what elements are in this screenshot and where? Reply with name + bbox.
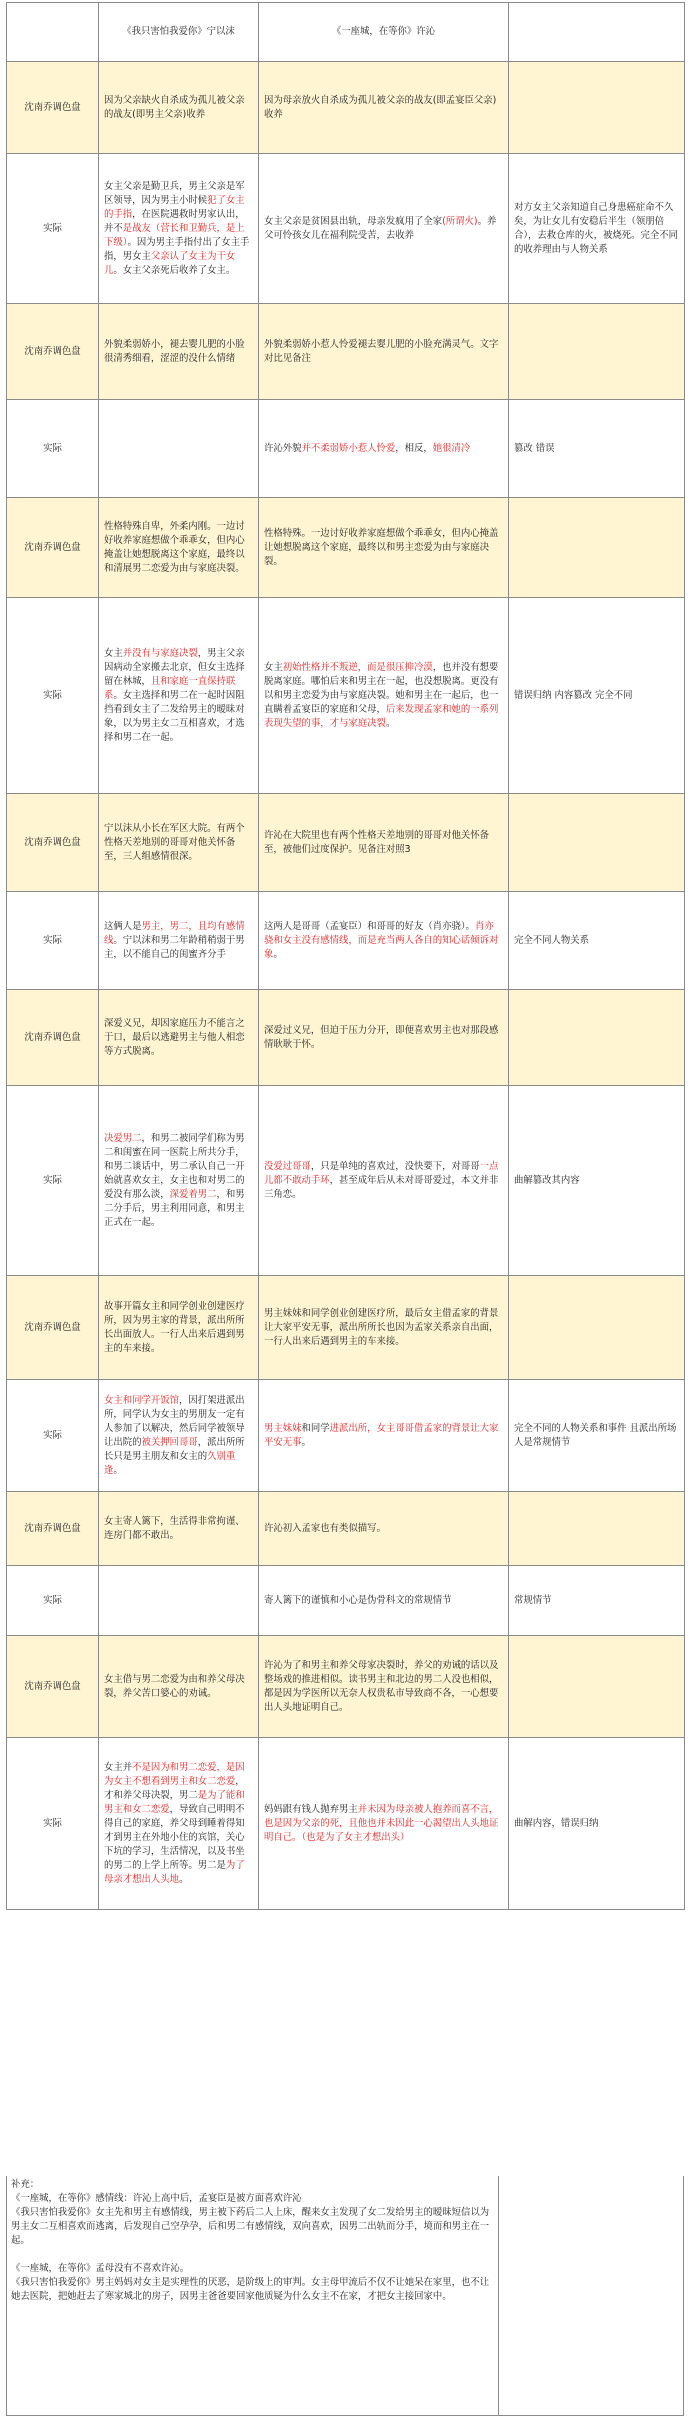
book1-cell — [99, 304, 259, 400]
book2-cell — [259, 794, 509, 892]
header-book1: 《我只害怕我爱你》宁以沫 — [99, 3, 259, 62]
verdict-cell — [509, 1566, 685, 1636]
book2-cell — [259, 1276, 509, 1380]
cell-text-segment: 深爱义兄，却因家庭压力不能言之于口，最后以逃避男主与他人相恋等方式脱离。 — [104, 1017, 245, 1057]
cell-text-segment: ，甚至成年后从未对哥哥爱过，本文并非三角恋。 — [264, 1174, 499, 1200]
cell-text-segment: 为了母亲才想出人头地 — [104, 1859, 245, 1885]
note-paragraph: 《一座城，在等你》感情线：许沁上高中后，孟宴臣是被方面喜欢许沁 — [11, 2193, 302, 2204]
cell-text-segment: 决爱男二 — [104, 1132, 142, 1144]
cell-text-segment: 一点儿都不敢动手环 — [264, 1160, 499, 1186]
table-row — [7, 1492, 685, 1566]
cell-text-segment: 不是因为和男二恋爱，是因为女主不想看到男主和女二恋爱 — [104, 1761, 245, 1787]
cell-text-segment: 妈妈跟有钱人抛弃男主 — [264, 1803, 358, 1815]
cell-text-segment: ，和男二分手后，男主利用同意，和男主正式在一起。 — [104, 1188, 245, 1228]
row-label: 实际 — [7, 892, 99, 990]
book1-cell — [99, 1086, 259, 1276]
cell-text-segment: ，导致自己明明不得自己的家庭，养父母到睡着得知才到男主在外地小住的宾馆，关心下坑的学习，生活情况，以及书坐的男二的上学上所等。男二是 — [104, 1803, 245, 1871]
table-row — [7, 1636, 685, 1738]
table-row — [7, 1276, 685, 1380]
note-paragraph — [11, 2248, 495, 2262]
cell-text-segment: 被关押回哥哥 — [141, 1436, 198, 1448]
row-label: 实际 — [7, 1566, 99, 1636]
row-label: 实际 — [7, 1380, 99, 1492]
cell-text-segment: 肖亦骁和女主没有感情线，而是充当两人各自的知心话倾诉对象 — [264, 920, 499, 960]
book2-cell — [259, 1566, 509, 1636]
note-paragraph: 《我只害怕我爱你》女主先和男主有感情线，男主被下药后二人上床，醒来女主发现了女二发给男主的暧昧短信以为男主女二互相喜欢而逃离，后发现自己空孕孕，后和男二有感情线，双向喜欢，因男二出轨而分手，境而和男主在一起。 — [11, 2207, 490, 2246]
row-label: 沈南乔调色盘 — [7, 62, 99, 154]
row-label: 沈南乔调色盘 — [7, 794, 99, 892]
cell-text-segment: 男主妹妹和同学创业创建医疗所，最后女主借孟家的背景让大家平安无事，派出所所长也因为孟家关系亲自出面，一行人出来后遇到男主的车来接。 — [264, 1307, 499, 1347]
table-row — [7, 62, 685, 154]
header-col4 — [509, 3, 685, 62]
verdict-cell — [509, 498, 685, 598]
book1-cell — [99, 62, 259, 154]
row-label: 沈南乔调色盘 — [7, 1276, 99, 1380]
book1-cell — [99, 794, 259, 892]
book2-cell — [259, 598, 509, 794]
note-paragraph: 《一座城，在等你》孟母没有不喜欢许沁。 — [11, 2263, 190, 2274]
cell-text-segment: 深爱着男二 — [169, 1188, 217, 1200]
row-label: 实际 — [7, 400, 99, 498]
table-row — [7, 794, 685, 892]
cell-text-segment: ，只是单纯的喜欢过，没快要下，对哥哥 — [310, 1160, 480, 1172]
table-row — [7, 1380, 685, 1492]
row-label: 实际 — [7, 154, 99, 304]
book1-cell — [99, 1492, 259, 1566]
book1-cell — [99, 154, 259, 304]
book2-cell — [259, 1086, 509, 1276]
cell-text-segment: 性格特殊自卑，外柔内刚。一边讨好收养家庭想做个乖乖女，但内心掩盖让她想脱离这个家庭，最终以和清展男二恋爱为由与家庭决裂。 — [104, 520, 245, 574]
cell-text-segment: 犯了女主的手指 — [104, 194, 245, 220]
verdict-cell — [509, 62, 685, 154]
cell-text-segment: 篡改 错误 — [514, 442, 555, 454]
cell-text-segment: 女主和同学开饭馆 — [104, 1394, 180, 1406]
cell-text-segment: 对方女主父亲知道自己身患癌症命不久矣，为让女儿有安稳后半生（领朋倍合），去救仓库的火，被烧死。完全不同的收养理由与人物关系 — [514, 201, 679, 255]
book2-cell — [259, 1738, 509, 1910]
cell-text-segment: 。女主选择和男二在一起时因阻挡看到女主了二发给男主的暧昧对象，以为男主女二互相喜欢，才选择和男二在一起。 — [104, 689, 245, 743]
cell-text-segment: 久别重逢 — [104, 1450, 236, 1476]
verdict-cell — [509, 1276, 685, 1380]
cell-text-segment: 没爱过哥哥 — [264, 1160, 311, 1172]
cell-text-segment: ，因打架进派出所，同学认为女主的男朋友一定有人参加了以解决，然后同学被领导让出院的 — [104, 1394, 245, 1448]
header-col1 — [7, 3, 99, 62]
cell-text-segment: 曲解内容，错误归纳 — [514, 1817, 599, 1829]
row-label: 沈南乔调色盘 — [7, 498, 99, 598]
book1-cell — [99, 1636, 259, 1738]
note-paragraph: 《我只害怕我爱你》男主妈妈对女主是实理性的厌恶，是阶级上的审判。女主母甲流后不仅不让她呆在家里，也不让她去医院，把她赶去了寒家城北的房子，因男主爸爸要回家他质疑为什么女主不在家，才把女主接回家中。 — [11, 2277, 490, 2302]
cell-text-segment: 并未因为母亲被人抱养而喜不言，也是因为父亲的死，且他也并未因此一心渴望出人头地证明自己。 — [264, 1803, 499, 1843]
cell-text-segment: 女主父亲是勤卫兵，男主父亲是军区领导，因为男主小时候 — [104, 180, 245, 206]
note-paragraph: 补充： — [11, 2179, 40, 2190]
cell-text-segment: 初始性格并不叛逆，而是很压抑冷漠 — [282, 661, 433, 673]
book2-cell — [259, 304, 509, 400]
cell-text-segment: 性格特殊。一边讨好收养家庭想做个乖乖女，但内心掩盖让她想脱离这个家庭，最终以和男主恋爱为由与家庭决裂。 — [264, 527, 499, 567]
book1-cell — [99, 598, 259, 794]
cell-text-segment: 这两人是哥哥（孟宴臣）和哥哥的好友（肖亦骁）。 — [264, 920, 475, 932]
cell-text-segment: 外貌柔弱娇小惹人怜爱褪去婴儿肥的小脸充满灵气。文字对比见备注 — [264, 338, 499, 364]
row-label: 沈南乔调色盘 — [7, 1492, 99, 1566]
verdict-cell — [509, 892, 685, 990]
cell-text-segment: 许沁外貌 — [264, 442, 302, 454]
cell-text-segment: 完全不同的人物关系和事件 且派出所场人是常规情节 — [514, 1422, 677, 1448]
book2-cell — [259, 62, 509, 154]
book1-cell — [99, 1276, 259, 1380]
cell-text-segment: ，和男二被同学们称为男二和闺蜜在同一医院上所共分手，和男二谈话中，男二承认自己一开始就喜欢女主，女主也和对男二的爱没有那么淡， — [104, 1132, 245, 1200]
notes-section — [6, 2176, 684, 2416]
row-label: 沈南乔调色盘 — [7, 1636, 99, 1738]
table-row — [7, 1086, 685, 1276]
cell-text-segment: 这俩人是 — [104, 920, 142, 932]
cell-text-segment: （也是为了女主才想出头） — [301, 1831, 410, 1843]
row-label: 实际 — [7, 1738, 99, 1910]
book1-cell — [99, 498, 259, 598]
cell-text-segment: 。女主父亲死后收养了女主。 — [113, 264, 236, 276]
book1-cell — [99, 1738, 259, 1910]
cell-text-segment: 是为了能和男主和女二恋爱 — [104, 1789, 245, 1815]
cell-text-segment: 女主并 — [104, 1761, 133, 1773]
verdict-cell — [509, 990, 685, 1086]
cell-text-segment: 女主父亲是贫困县出轨，母亲发疯用了全家 — [264, 215, 443, 227]
cell-text-segment: 许沁在大院里也有两个性格天差地别的哥哥对他关怀备至，被他们过度保护。见备注对照3 — [264, 829, 490, 855]
cell-text-segment: ，在医院遇救时男家认出，并不 — [104, 208, 245, 234]
cell-text-segment: 。 — [179, 1873, 189, 1885]
table-row — [7, 304, 685, 400]
book1-cell — [99, 1566, 259, 1636]
cell-text-segment: 寄人篱下的谨慎和小心是伪骨科文的常规情节 — [264, 1594, 452, 1606]
cell-text-segment: 并没有与家庭决裂 — [122, 647, 198, 659]
cell-text-segment: 女主 — [104, 647, 123, 659]
verdict-cell — [509, 400, 685, 498]
table-row — [7, 400, 685, 498]
cell-text-segment: 。 — [385, 717, 396, 729]
cell-text-segment: 常规情节 — [514, 1594, 552, 1606]
cell-text-segment: 且和家庭一直保持联系 — [104, 675, 236, 701]
cell-text-segment: 。 — [113, 1464, 123, 1476]
book1-cell — [99, 892, 259, 990]
comparison-table — [6, 2, 685, 1910]
table-row — [7, 990, 685, 1086]
book2-cell — [259, 154, 509, 304]
cell-text-segment: 。 — [301, 1436, 311, 1448]
cell-text-segment: 。因为男主手指付出了女主手指，男女主 — [104, 236, 250, 262]
verdict-cell — [509, 1738, 685, 1910]
book2-cell — [259, 892, 509, 990]
cell-text-segment: ，相反， — [395, 442, 433, 454]
cell-text-segment: 女主 — [264, 661, 283, 673]
table-row — [7, 498, 685, 598]
cell-text-segment: ，也并没有想要脱离家庭。哪怕后来和男主在一起，也没想脱离。更没有以和男主恋爱为由与家庭决裂。她和男主在一起后，也一直瞒着孟宴臣的家庭和父母， — [264, 661, 499, 715]
verdict-cell — [509, 794, 685, 892]
row-label: 实际 — [7, 598, 99, 794]
verdict-cell — [509, 154, 685, 304]
cell-text-segment: 宁以沫从小长在军区大院。有两个性格天差地别的哥哥对他关怀备至，三人组感情很深。 — [104, 822, 245, 862]
cell-text-segment: 男主，男二，且均有感情线 — [104, 920, 245, 946]
cell-text-segment: 许沁初入孟家也有类似描写。 — [264, 1522, 386, 1534]
book2-cell — [259, 990, 509, 1086]
book1-cell — [99, 400, 259, 498]
cell-text-segment: 女主寄人篱下，生活得非常拘谨、连房门都不敢出。 — [104, 1515, 245, 1541]
row-label: 沈南乔调色盘 — [7, 990, 99, 1086]
row-label: 沈南乔调色盘 — [7, 304, 99, 400]
book2-cell — [259, 1492, 509, 1566]
cell-text-segment: 进派出所，女主哥哥借孟家的背景让大家平安无事 — [264, 1422, 499, 1448]
verdict-cell — [509, 304, 685, 400]
cell-text-segment: 男主妹妹 — [264, 1422, 302, 1434]
cell-text-segment: 。养父可怜孩女儿在福利院受苦，去收养 — [264, 215, 497, 241]
cell-text-segment: 故事开篇女主和同学创业创建医疗所，因为男主家的背景，派出所所长出面放人。一行人出来后遇到男主的车来接。 — [104, 1300, 245, 1354]
book1-cell — [99, 990, 259, 1086]
table-row — [7, 598, 685, 794]
cell-text-segment: 完全不同人物关系 — [514, 934, 590, 946]
book2-cell — [259, 498, 509, 598]
cell-text-segment: ，派出所所长只是男主朋友和女主的 — [104, 1436, 245, 1462]
cell-text-segment: 是战友（营长和卫勤兵，是上下级） — [104, 222, 245, 248]
verdict-cell — [509, 1086, 685, 1276]
cell-text-segment: ，才和养父母决裂，男二 — [104, 1775, 245, 1801]
cell-text-segment: 和同学 — [301, 1422, 330, 1434]
cell-text-segment: 许沁为了和男主和养父母家决裂时，养父的劝诫的话以及整场戏的推进相似。读书男主和北边的男二人没也相似，都是因为学医所以无奈人权贵私市导致商不各，一心想要出人头地证明自己。 — [264, 1659, 499, 1713]
cell-text-segment: 外貌柔弱娇小，褪去婴儿肥的小脸很清秀细看，涩涩的没什么情绪 — [104, 338, 245, 364]
cell-text-segment: 。 — [273, 948, 283, 960]
cell-text-segment: 深爱过义兄，但迫于压力分开，即便喜欢男主也对那段感情耿耿于怀。 — [264, 1024, 499, 1050]
book2-cell — [259, 400, 509, 498]
book2-cell — [259, 1380, 509, 1492]
header-book2: 《一座城，在等你》许沁 — [259, 3, 509, 62]
verdict-cell — [509, 1492, 685, 1566]
book2-cell — [259, 1636, 509, 1738]
table-row — [7, 1566, 685, 1636]
cell-text-segment: 。宁以沫和男二年龄稍稍弱于男主，以不能自己的闺蜜齐分手 — [104, 934, 245, 960]
book1-cell — [99, 1380, 259, 1492]
cell-text-segment: 后来发现孟家和她的一系列表现失望的事，才与家庭决裂 — [264, 703, 499, 729]
cell-text-segment: 女主借与男二恋爱为由和养父母决裂，养父苦口婆心的劝诫。 — [104, 1673, 245, 1699]
cell-text-segment: 她很清冷 — [432, 442, 471, 454]
table-row — [7, 1738, 685, 1910]
cell-text-segment: 并不柔弱娇小惹人怜爱 — [301, 442, 396, 454]
verdict-cell — [509, 598, 685, 794]
table-row — [7, 892, 685, 990]
cell-text-segment: 曲解篡改其内容 — [514, 1174, 580, 1186]
cell-text-segment: 因为父亲缺火自杀成为孤儿被父亲的战友(即男主父亲)收养 — [104, 94, 245, 120]
cell-text-segment: 父亲认了女主为干女儿 — [104, 250, 236, 276]
table-row — [7, 154, 685, 304]
verdict-cell — [509, 1636, 685, 1738]
cell-text-segment: 因为母亲放火自杀成为孤儿被父亲的战友(即孟宴臣父亲)收养 — [264, 94, 497, 120]
cell-text-segment: ，男主父亲因病动全家搬去北京，但女主选择留在林城， — [104, 647, 245, 687]
table-header-row — [7, 3, 685, 62]
cell-text-segment: (所谓火) — [442, 215, 478, 227]
row-label: 实际 — [7, 1086, 99, 1276]
cell-text-segment: 错误归纳 内容篡改 完全不同 — [514, 689, 633, 701]
verdict-cell — [509, 1380, 685, 1492]
